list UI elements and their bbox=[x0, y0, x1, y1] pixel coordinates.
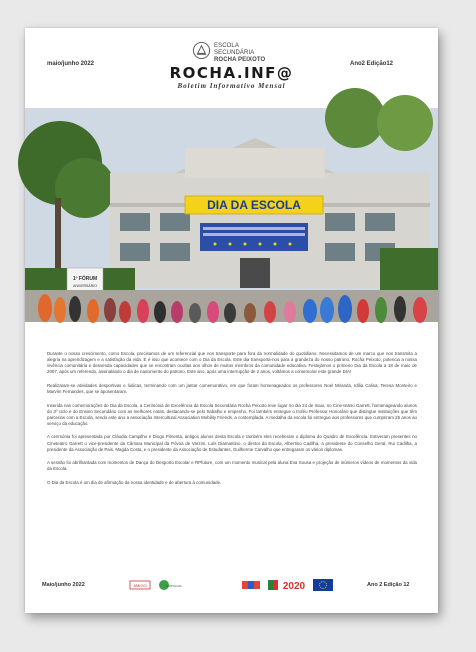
school-day-photo bbox=[25, 108, 438, 322]
school-name-line1: ESCOLA SECUNDÁRIA bbox=[214, 43, 255, 56]
svg-text:AMIGO: AMIGO bbox=[133, 583, 147, 588]
partner-logo-2 bbox=[157, 578, 183, 592]
eu-flag-icon bbox=[313, 578, 333, 592]
partner-logo-1 bbox=[129, 578, 151, 592]
school-logo bbox=[192, 41, 272, 61]
paragraph-4: A cerimónia foi apresentada por Cláudia Campilho e Diogo Pimenta, antigos alunos desta Escola e também eles receberam o diploma do Quadro de Excelência. Estiveram presentes no Cineteatro Garrett o vice-presidente da Câmara Municipal da Póvoa de Varzim, Luís Diamantino, o diretor da Escola, Albertino Cadilha, a presidente do Conselho Geral, Rui Cadilha, a presidente da Associação de Pais, Magda Costa, e o presidente da Associação de Estudantes, Guilherme Carvalho que entregaram os vários diplomas. bbox=[47, 434, 417, 452]
sign-line2: ANIVERSÁRIO bbox=[73, 284, 97, 288]
newsletter-page bbox=[25, 28, 438, 613]
masthead bbox=[25, 28, 438, 108]
paragraph-5: A sessão foi abrilhantada com momentos de Dança do Desporto Escolar e RPfuture, com um momento musical pela aluna Eva Sousa e projeção de inúmeros vídeos de momentos da vida da Escola. bbox=[47, 460, 417, 472]
page-footer bbox=[25, 576, 438, 598]
sign-line1: 1º FÓRUM bbox=[72, 276, 98, 282]
footer-edition: Ano 2 Edição 12 bbox=[367, 582, 410, 588]
svg-text:2020: 2020 bbox=[282, 581, 306, 592]
portugal-2020-logo bbox=[267, 578, 309, 592]
school-emblem-icon bbox=[192, 41, 211, 60]
partner-logo-3 bbox=[240, 578, 262, 592]
svg-text:PORTUGAL: PORTUGAL bbox=[165, 584, 183, 588]
paragraph-6: O Dia da Escola é um dia de afirmação da nossa identidade e de abertura à comunidade. bbox=[47, 479, 222, 485]
newsletter-title: ROCHA.INF@ bbox=[169, 64, 294, 82]
banner-text: DIA DA ESCOLA bbox=[207, 198, 301, 212]
footer-date: Maio/junho 2022 bbox=[42, 582, 85, 588]
school-name-line2: ROCHA PEIXOTO bbox=[214, 57, 266, 63]
newsletter-subtitle: Boletim Informativo Mensal bbox=[177, 82, 286, 90]
issue-edition: Ano2 Edição12 bbox=[350, 61, 394, 67]
article-body bbox=[47, 351, 417, 494]
paragraph-1: Durante o nosso crescimento, como Escola, precisamos de um referencial que nos transporte para fora da normalidade do quotidiano. Necessitamos de um marco que nos transmita a alegria na aprendizagem e a satisfação da vida. E é isso que acontece com o Dia da Escola. Este dia transporta-nos para a grandeza do nosso patrono, Rocha Peixoto, potencia a nossa vivência comunitária e desvenda capacidades que se encontram ocultas aos olhos de muitos membros da comunidade educativa. Festejámos o primeiro Dia da Escola a 18 de maio de 2007, após um referendo, assinalando o dia de nascimento do patrono. Este ano, após uma interrupção de 2 anos, voltámos a comemorar este grande DIA! bbox=[47, 351, 417, 375]
paragraph-3: Inserida nas comemorações do Dia da Escola, a Cerimónia de Excelência da Escola Secundária Rocha Peixoto teve lugar no dia 24 de maio, no Cine-teatro Garrett, homenageando alunos do 3º ciclo e do Ensino Secundário com as melhores notas, destacando-se pelo trabalho e empenho. Foi também entregue o troféu Professor Honorário que distingue instituições que têm parcerias com a Escola, sendo este ano a associação Intercultural Association Mobility Friends, a contemplada. A medalha da escola foi entregue aos professores que cumpriram 25 anos ao serviço da educação. bbox=[47, 402, 417, 426]
paragraph-2: Realizaram-se atividades desportivas e lúdicas, terminando com um jantar comemorativo, em que foram homenageados os professores Noel Miranda, Idília Calisa, Teresa Monteiro e Marvim Fernandes, que se aposentaram. bbox=[47, 382, 417, 394]
issue-date: maio/junho 2022 bbox=[47, 61, 95, 67]
